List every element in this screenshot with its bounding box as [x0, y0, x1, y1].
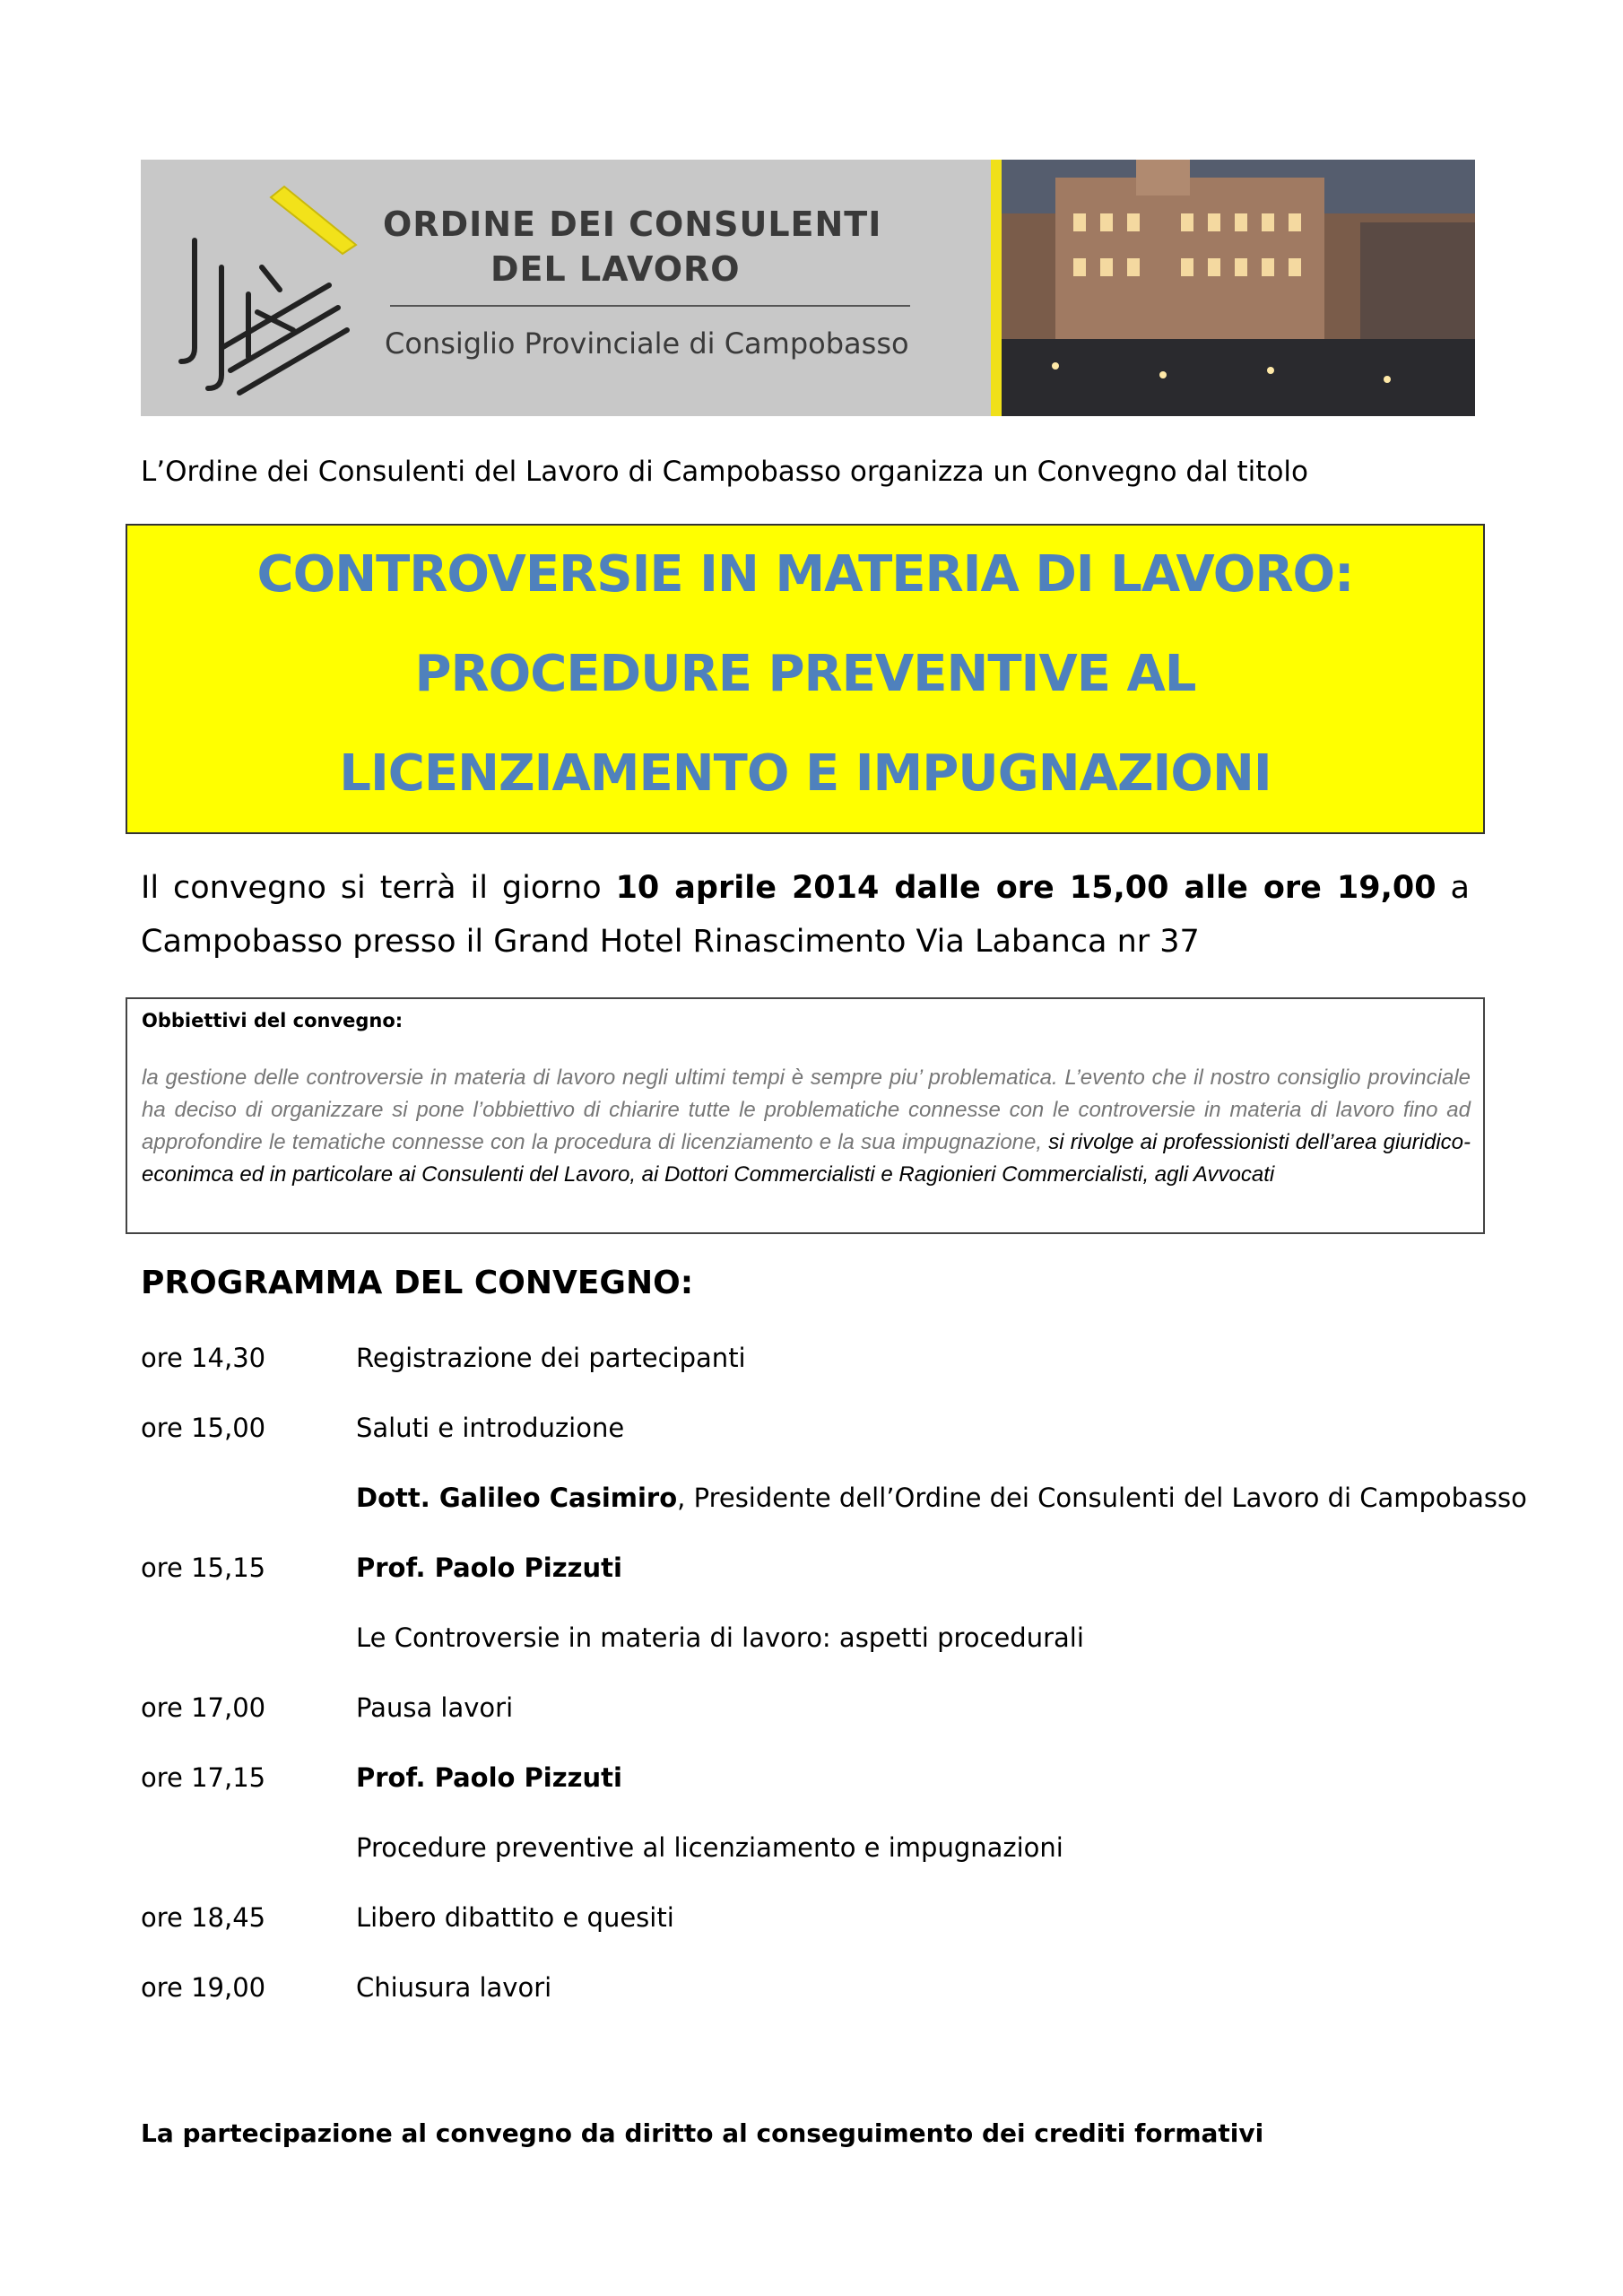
program-activity: Le Controversie in materia di lavoro: aspetti procedurali: [356, 1622, 1084, 1653]
divider: [390, 305, 910, 307]
program-time: ore 17,15: [141, 1762, 266, 1793]
credits-note: La partecipazione al convegno da diritto al conseguimento dei crediti formativi: [141, 2118, 1264, 2148]
program-time: ore 14,30: [141, 1343, 266, 1373]
event-venue: Campobasso presso il Grand Hotel Rinascimento Via Labanca nr 37: [141, 924, 1200, 960]
program-speaker-line: [356, 1483, 1527, 1513]
objectives-audience: si rivolge ai professionisti dell’area giuridico-econimca ed in particolare ai Consulenti del Lavoro, ai Dottori Commercialisti e Ragionieri Commercialisti, agli Avvocati: [142, 1130, 1471, 1187]
org-subtitle: Consiglio Provinciale di Campobasso: [385, 326, 909, 361]
program-activity: Registrazione dei partecipanti: [356, 1343, 746, 1373]
objectives-box: [126, 997, 1485, 1234]
when-suffix: a: [1436, 870, 1470, 906]
org-name-line1: ORDINE DEI CONSULENTI: [383, 204, 882, 244]
program-speaker: Dott. Galileo Casimiro: [356, 1483, 678, 1513]
header-banner: [141, 160, 1475, 416]
program-row: [141, 1622, 1486, 1658]
program-time: ore 18,45: [141, 1902, 266, 1933]
title-line-2: PROCEDURE PREVENTIVE AL: [414, 645, 1196, 703]
program-activity: , Presidente dell’Ordine dei Consulenti del Lavoro di Campobasso: [677, 1483, 1527, 1513]
when-prefix: Il convegno si terrà il giorno: [141, 870, 616, 906]
event-date-time: 10 aprile 2014 dalle ore 15,00 alle ore 19,00: [615, 870, 1436, 906]
program-activity: Pausa lavori: [356, 1692, 514, 1723]
program-row: [141, 1552, 1486, 1588]
program-time: ore 19,00: [141, 1972, 266, 2003]
order-logo-icon: [159, 178, 365, 402]
title-line-3: LICENZIAMENTO E IMPUGNAZIONI: [339, 744, 1271, 803]
program-row: [141, 1762, 1486, 1798]
program-activity: Procedure preventive al licenziamento e impugnazioni: [356, 1832, 1063, 1863]
objectives-title: Obbiettivi del convegno:: [142, 1010, 404, 1031]
city-building-icon: [1002, 160, 1475, 416]
program-time: ore 17,00: [141, 1692, 266, 1723]
program-activity: Saluti e introduzione: [356, 1413, 625, 1443]
program-row: [141, 1692, 1486, 1728]
title-box: [126, 524, 1485, 834]
city-square-photo: [1002, 160, 1475, 416]
program-row: [141, 1902, 1486, 1938]
program-row: [141, 1483, 1527, 1518]
objectives-text: [142, 1062, 1471, 1191]
title-line-1: CONTROVERSIE IN MATERIA DI LAVORO:: [256, 545, 1354, 604]
program-row: [141, 1343, 1486, 1378]
program-row: [141, 1832, 1486, 1868]
org-name-line2: DEL LAVORO: [490, 249, 741, 289]
program-time: ore 15,15: [141, 1552, 266, 1583]
event-when-line1: [141, 865, 1470, 911]
program-activity: Libero dibattito e quesiti: [356, 1902, 674, 1933]
yellow-stripe: [991, 160, 1002, 416]
program-row: [141, 1413, 1486, 1448]
program-speaker: Prof. Paolo Pizzuti: [356, 1552, 622, 1583]
program-time: ore 15,00: [141, 1413, 266, 1443]
program-activity: Chiusura lavori: [356, 1972, 552, 2003]
intro-text: L’Ordine dei Consulenti del Lavoro di Campobasso organizza un Convegno dal titolo: [141, 456, 1308, 488]
program-row: [141, 1972, 1486, 2008]
program-title: PROGRAMMA DEL CONVEGNO:: [141, 1265, 694, 1301]
objectives-description: la gestione delle controversie in materia di lavoro negli ultimi tempi è sempre piu’ problematica. L’evento che il nostro consiglio provinciale ha deciso di organizzare si pone l’obbiettivo di chiarire tutte le problematiche connesse con le controversie in materia di lavoro fino ad approfondire le tematiche connesse con la procedura di licenziamento e la sua impugnazione,: [142, 1065, 1471, 1154]
program-speaker: Prof. Paolo Pizzuti: [356, 1762, 622, 1793]
